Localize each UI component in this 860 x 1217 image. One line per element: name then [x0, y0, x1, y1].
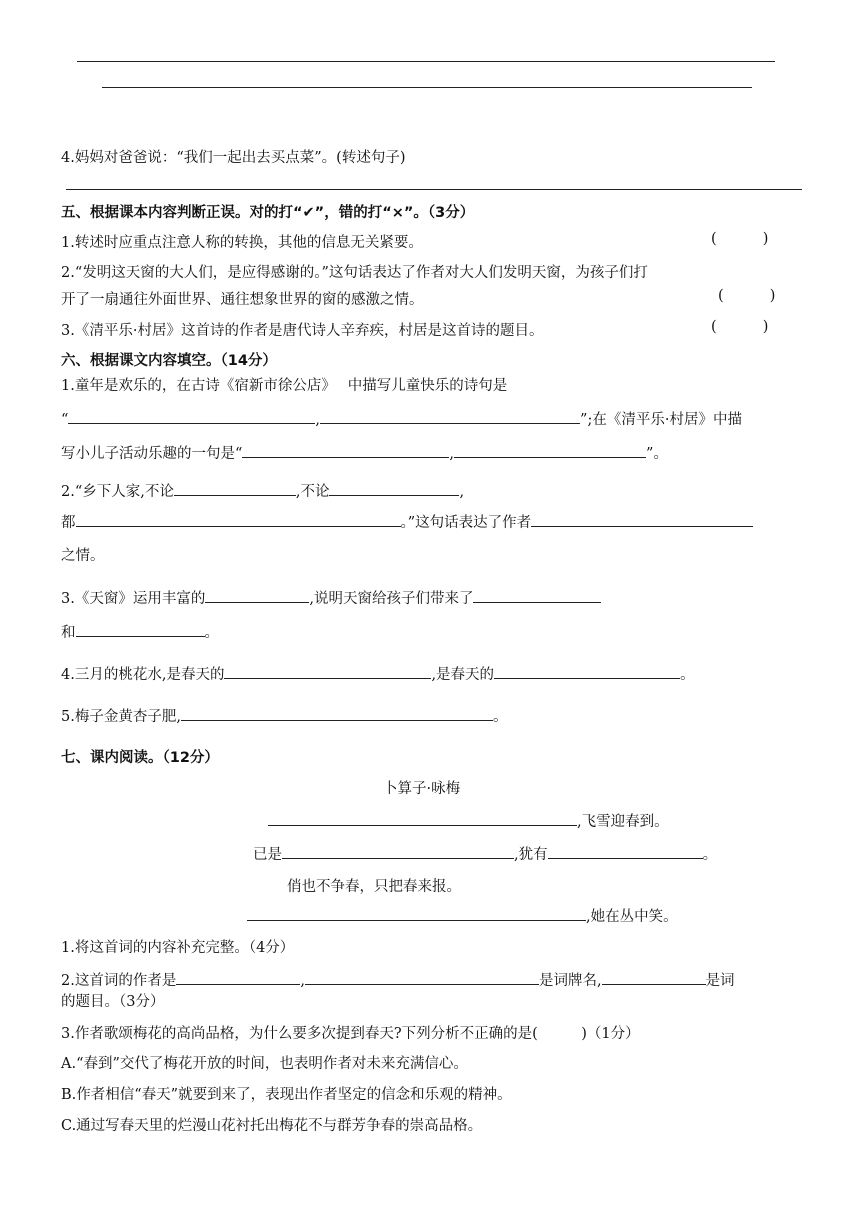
s6-item-2a: 2.“乡下人家,不论 ,不论 , — [61, 480, 464, 501]
blank[interactable] — [181, 705, 493, 721]
section-5-title: 五、根据课本内容判断正误。对的打“✔”，错的打“×”。（3分） — [61, 205, 475, 221]
s6-item-2b: 都 。”这句话表达了作者 — [61, 511, 753, 532]
option-c[interactable]: C.通过写春天里的烂漫山花衬托出梅花不与群芳争春的崇高品格。 — [61, 1118, 483, 1134]
poem-line-4: ,她在丛中笑。 — [247, 905, 678, 926]
blank[interactable] — [76, 621, 205, 637]
question-4: 4.妈妈对爸爸说：“我们一起出去买点菜”。(转述句子) — [61, 150, 406, 166]
blank[interactable] — [247, 905, 586, 921]
s5-item-3: 3.《清平乐·村居》这首诗的作者是唐代诗人辛弃疾，村居是这首诗的题目。 — [61, 323, 544, 339]
s6-item-4: 4.三月的桃花水,是春天的 ,是春天的 。 — [61, 663, 695, 684]
blank[interactable] — [174, 480, 296, 496]
poem-line-3: 俏也不争春，只把春来报。 — [287, 879, 461, 895]
blank[interactable] — [205, 587, 309, 603]
s6-item-2c: 之情。 — [61, 548, 105, 564]
blank[interactable] — [548, 843, 703, 859]
s5-item-2b: 开了一扇通往外面世界、通往想象世界的窗的感激之情。 — [61, 292, 424, 308]
blank[interactable] — [282, 843, 514, 859]
s7-question-2b: 的题目。（3分） — [61, 994, 165, 1010]
s5-item-1: 1.转述时应重点注意人称的转换，其他的信息无关紧要。 — [61, 235, 423, 251]
s6-item-3b: 和 。 — [61, 621, 219, 642]
s7-question-2a: 2.这首词的作者是 , 是词牌名, 是词 — [61, 969, 735, 990]
section-7-title: 七、课内阅读。（12分） — [61, 750, 219, 766]
s6-item-5: 5.梅子金黄杏子肥, 。 — [61, 705, 507, 726]
s6-item-1b: “ , ”;在《清平乐·村居》中描 — [61, 408, 742, 429]
s6-item-1a: 1.童年是欢乐的，在古诗《宿新市徐公店》 中描写儿童快乐的诗句是 — [61, 378, 508, 394]
blank[interactable] — [176, 969, 300, 985]
option-a[interactable]: A.“春到”交代了梅花开放的时间，也表明作者对未来充满信心。 — [61, 1056, 468, 1072]
s5-answer-1[interactable]: ( ) — [711, 231, 769, 247]
s7-question-3: 3.作者歌颂梅花的高尚品格，为什么要多次提到春天?下列分析不正确的是( )（1分） — [61, 1026, 640, 1042]
answer-line-q4[interactable] — [66, 189, 802, 190]
answer-line-1[interactable] — [77, 61, 775, 62]
blank[interactable] — [76, 511, 401, 527]
blank[interactable] — [494, 663, 680, 679]
blank[interactable] — [320, 408, 580, 424]
answer-line-2[interactable] — [102, 87, 752, 88]
poem-line-1: ,飞雪迎春到。 — [268, 810, 669, 831]
poem-title: 卜算子·咏梅 — [383, 781, 461, 797]
blank[interactable] — [305, 969, 539, 985]
s5-answer-2[interactable]: ( ) — [718, 288, 776, 304]
blank[interactable] — [268, 810, 577, 826]
section-6-title: 六、根据课文内容填空。（14分） — [61, 353, 277, 369]
poem-line-2: 已是 ,犹有 。 — [253, 843, 717, 864]
blank[interactable] — [242, 442, 449, 458]
s5-item-2a: 2.“发明这天窗的大人们，是应得感谢的。”这句话表达了作者对大人们发明天窗，为孩子们打 — [61, 265, 648, 281]
blank[interactable] — [224, 663, 431, 679]
blank[interactable] — [329, 480, 459, 496]
blank[interactable] — [68, 408, 315, 424]
s7-question-1: 1.将这首词的内容补充完整。（4分） — [61, 940, 295, 956]
blank[interactable] — [531, 511, 753, 527]
s6-item-1c: 写小儿子活动乐趣的一句是“ , ”。 — [61, 442, 668, 463]
blank[interactable] — [473, 587, 601, 603]
s6-item-3a: 3.《天窗》运用丰富的 ,说明天窗给孩子们带来了 — [61, 587, 601, 608]
blank[interactable] — [454, 442, 646, 458]
blank[interactable] — [602, 969, 706, 985]
option-b[interactable]: B.作者相信“春天”就要到来了，表现出作者坚定的信念和乐观的精神。 — [61, 1087, 512, 1103]
s5-answer-3[interactable]: ( ) — [711, 319, 769, 335]
